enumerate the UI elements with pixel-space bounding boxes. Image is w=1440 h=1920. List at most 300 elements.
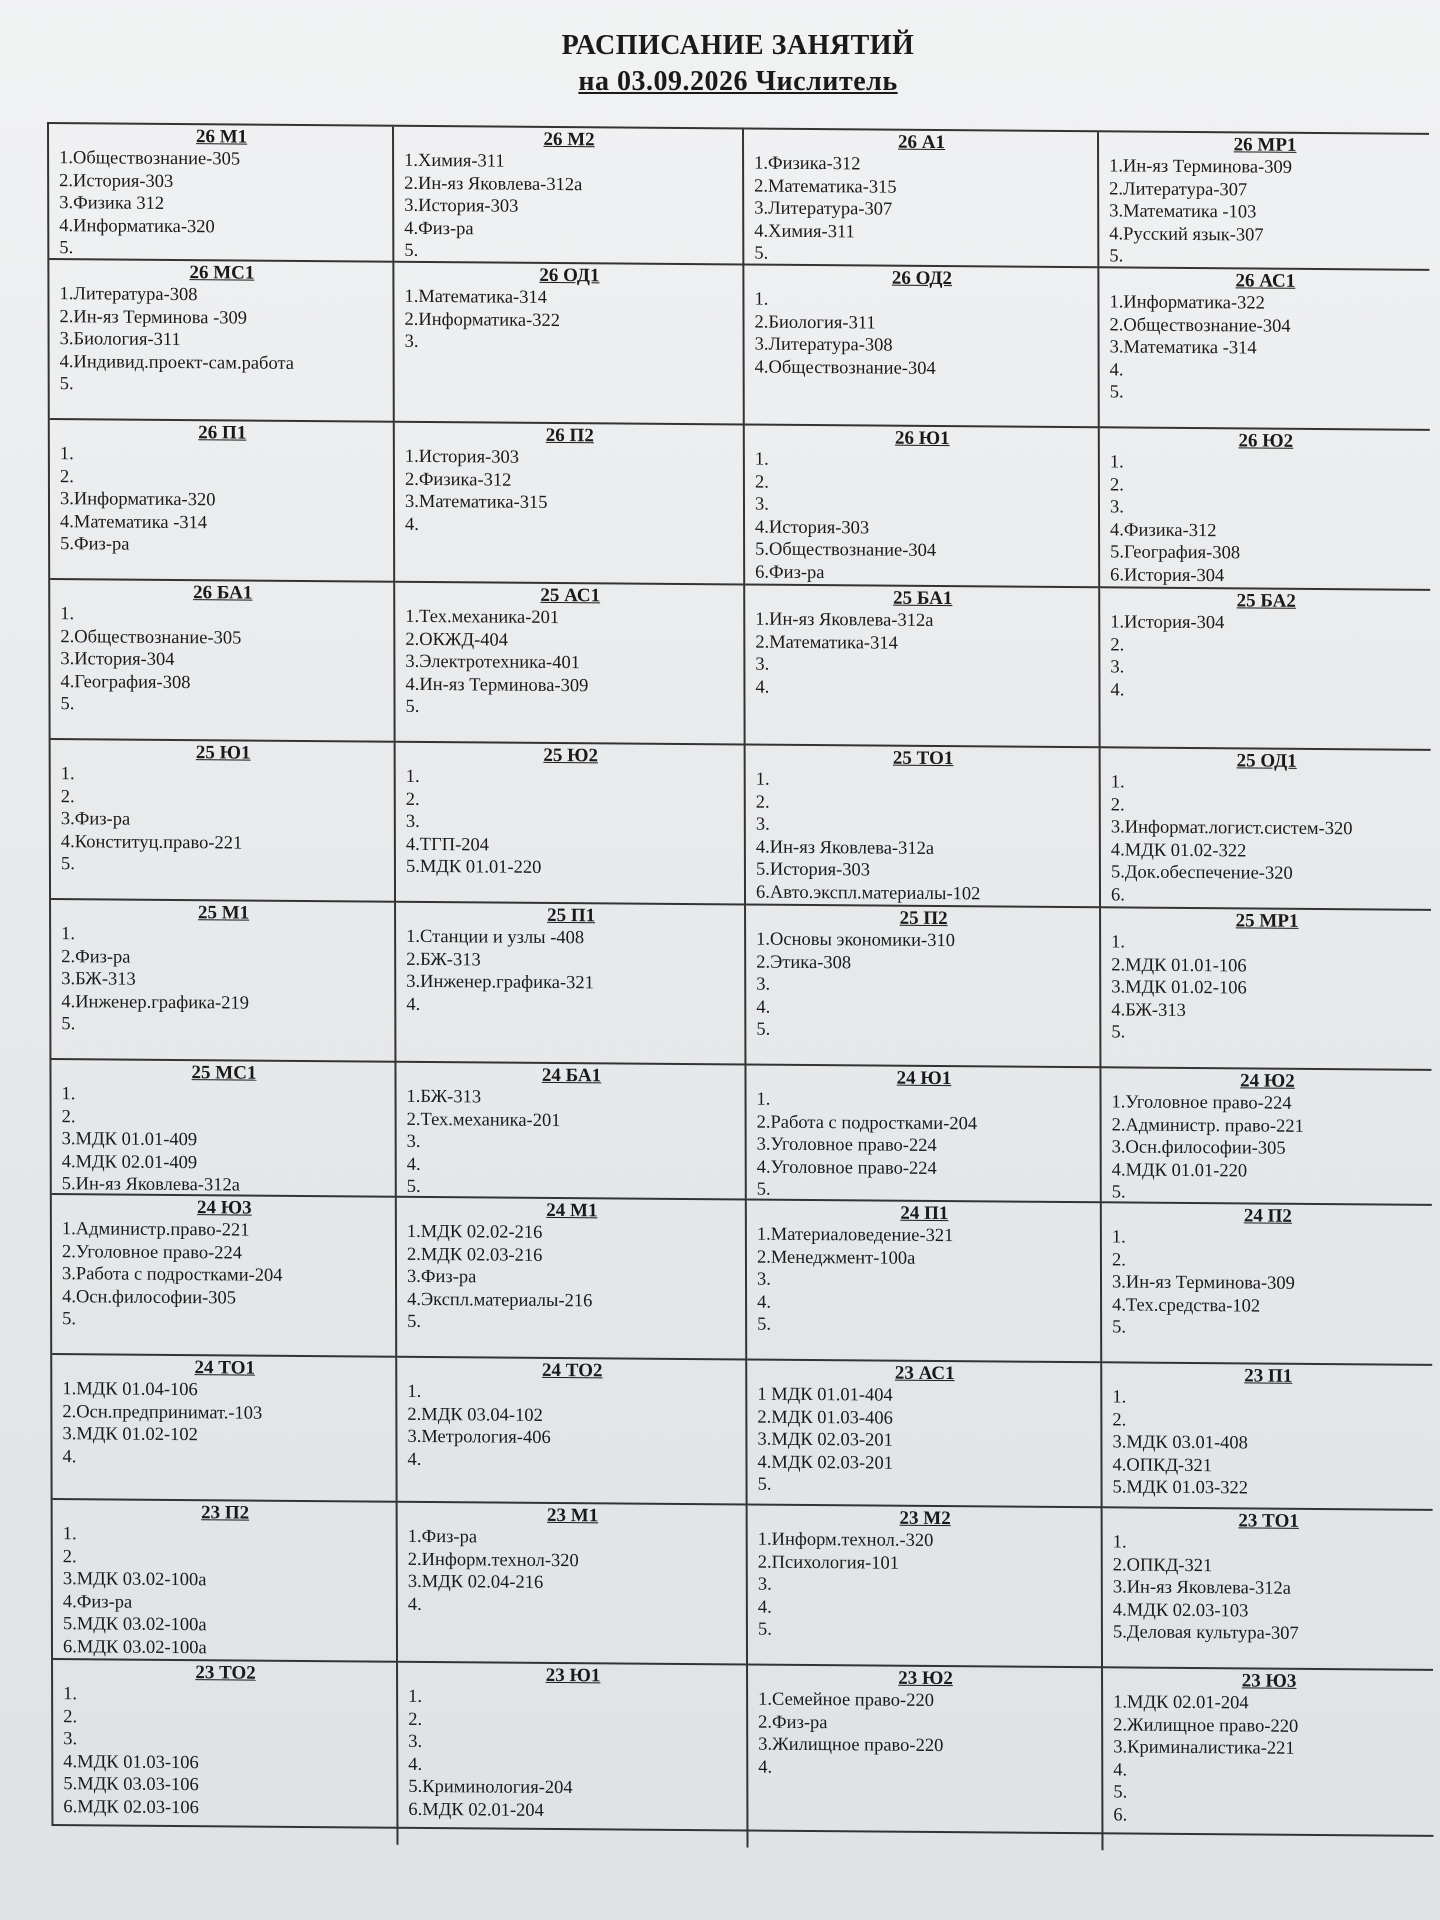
lesson-item: 4.Ин-яз Яковлева-312а [755, 837, 935, 859]
lesson-item: 5.МДК 03.02-100а [62, 1614, 207, 1636]
lesson-item: 3.Уголовное право-224 [756, 1134, 937, 1156]
lesson-item: 2. [754, 472, 769, 493]
lesson-item: 6.Физ-ра [755, 562, 825, 583]
lesson-item: 2.Математика-314 [755, 632, 898, 654]
lesson-item: 2.Осн.предпринимат.-103 [62, 1401, 263, 1424]
lesson-item: 1.История-303 [404, 446, 520, 468]
lesson-item: 1. [408, 1686, 423, 1707]
lesson-item: 1. [756, 1089, 771, 1110]
group-name: 25 П1 [547, 904, 596, 927]
lesson-item: 2.МДК 02.03-216 [406, 1244, 543, 1266]
lesson-item: 3.МДК 01.02-106 [1111, 977, 1247, 999]
lesson-item: 4.Осн.философии-305 [62, 1286, 237, 1308]
lesson-item: 5. [60, 854, 75, 875]
group-name: 24 ТО2 [541, 1359, 603, 1382]
lesson-item: 5.МДК 03.03-106 [63, 1774, 199, 1796]
lesson-item: 4. [406, 994, 421, 1015]
lesson-item: 3.Физ-ра [406, 1266, 477, 1288]
group-cell [748, 1666, 1103, 1851]
lesson-item: 3.Физика 312 [59, 193, 165, 214]
lesson-item: 3.История-303 [404, 195, 519, 217]
lesson-item: 2. [62, 1546, 77, 1567]
group-cell [747, 1201, 1102, 1364]
lesson-item: 4.БЖ-313 [1111, 999, 1186, 1021]
lesson-item: 3.Математика -103 [1109, 201, 1257, 223]
lesson-item: 4. [1109, 359, 1124, 380]
lesson-item: 5. [1113, 1782, 1128, 1803]
lesson-item: 2. [61, 1106, 76, 1127]
group-name: 23 М2 [899, 1507, 951, 1530]
lesson-item: 3.МДК 02.03-201 [757, 1429, 893, 1451]
lesson-item: 3. [755, 654, 770, 675]
lesson-item: 1.МДК 02.01-204 [1113, 1692, 1249, 1714]
lesson-item: 2. [1109, 474, 1124, 495]
lesson-item: 2.Этика-308 [756, 952, 852, 973]
lesson-item: 2. [405, 789, 420, 810]
lesson-item: 3. [1110, 657, 1125, 678]
group-name: 23 П1 [1244, 1365, 1293, 1387]
group-cell [396, 1063, 746, 1201]
lesson-item: 4.ТГП-204 [405, 834, 490, 855]
group-name: 24 Ю3 [196, 1197, 252, 1219]
lesson-item: 4. [1113, 1759, 1128, 1780]
lesson-item: 3. [757, 1574, 772, 1595]
group-name: 25 БА2 [1236, 590, 1296, 612]
lesson-item: 2.Работа с подростками-204 [756, 1112, 978, 1134]
group-cell [50, 420, 395, 583]
lesson-item: 1.Ин-яз Терминова-309 [1109, 156, 1293, 178]
lesson-item: 1. [405, 766, 420, 787]
group-name: 26 АС1 [1235, 270, 1296, 292]
group-cell [1101, 908, 1431, 1071]
lesson-item: 3.МДК 03.01-408 [1112, 1432, 1248, 1454]
group-cell [396, 743, 746, 906]
lesson-item: 2.Ин-яз Терминова -309 [59, 306, 248, 329]
group-name: 25 Ю2 [543, 744, 599, 767]
lesson-item: 2. [60, 786, 75, 807]
group-cell [1100, 588, 1430, 751]
lesson-item: 1. [754, 289, 769, 310]
lesson-item: 2.МДК 01.03-406 [757, 1407, 893, 1429]
lesson-item: 6.История-304 [1110, 564, 1225, 586]
lesson-item: 4. [406, 1154, 421, 1175]
lesson-item: 3.МДК 01.01-409 [61, 1129, 198, 1151]
group-cell [394, 263, 744, 426]
lesson-item: 1.МДК 01.04-106 [62, 1379, 198, 1401]
group-cell [52, 1195, 397, 1358]
group-name: 26 П2 [545, 424, 594, 447]
group-name: 23 Ю2 [898, 1667, 953, 1690]
lesson-item: 3. [755, 814, 770, 835]
group-name: 26 ОД2 [891, 267, 952, 290]
lesson-item: 2.История-303 [59, 170, 174, 192]
lesson-item: 4.Информатика-320 [59, 215, 215, 237]
lesson-item: 2.Жилищное право-220 [1113, 1714, 1299, 1737]
group-cell [744, 265, 1099, 428]
group-name: 26 ОД1 [539, 264, 600, 287]
lesson-item: 1. [1111, 932, 1126, 953]
lesson-item: 1. [61, 924, 76, 945]
group-name: 24 ТО1 [194, 1357, 256, 1379]
group-name: 24 БА1 [541, 1064, 602, 1087]
lesson-item: 4.История-303 [755, 517, 870, 538]
group-name: 26 М1 [195, 126, 248, 148]
lesson-item: 1.Математика-314 [404, 286, 547, 308]
group-cell [397, 1198, 747, 1361]
lesson-item: 1.Семейное право-220 [758, 1689, 934, 1711]
lesson-item: 4. [62, 1446, 77, 1467]
lesson-item: 5.Док.обеспечение-320 [1110, 862, 1293, 884]
lesson-item: 3. [406, 1131, 421, 1152]
group-cell [50, 580, 395, 743]
lesson-item: 1. [60, 604, 75, 625]
lesson-item: 6. [1113, 1804, 1128, 1825]
lesson-item: 5.МДК 01.03-322 [1112, 1477, 1249, 1499]
group-cell [394, 127, 744, 266]
lesson-item: 2.Психология-101 [757, 1552, 900, 1574]
lesson-item: 4.ОПКД-321 [1112, 1454, 1212, 1476]
lesson-item: 4.Конституц.право-221 [60, 831, 243, 854]
lesson-item: 3. [754, 494, 769, 515]
lesson-item: 5. [59, 238, 74, 259]
lesson-item: 5. [757, 1314, 772, 1335]
group-cell [51, 900, 396, 1063]
group-cell [745, 585, 1100, 748]
lesson-item: 2. [1111, 1249, 1126, 1270]
lesson-item: 3. [756, 974, 771, 995]
group-cell [746, 1065, 1101, 1203]
lesson-item: 4.География-308 [60, 671, 191, 693]
lesson-item: 2.Биология-311 [754, 312, 876, 334]
group-name: 26 Ю2 [1238, 430, 1294, 452]
lesson-item: 4.Инженер.графика-219 [61, 991, 249, 1014]
lesson-item: 1 МДК 01.01-404 [757, 1384, 893, 1406]
lesson-item: 5. [61, 1014, 76, 1035]
lesson-item: 1.БЖ-313 [406, 1086, 482, 1108]
group-cell [398, 1663, 748, 1848]
group-cell [51, 1060, 396, 1198]
lesson-item: 5. [60, 694, 75, 715]
lesson-item: 3.Осн.философии-305 [1111, 1137, 1286, 1159]
lesson-item: 1. [1109, 452, 1124, 473]
lesson-item: 3.Ин-яз Яковлева-312а [1112, 1577, 1291, 1599]
lesson-item: 1.Ин-яз Яковлева-312а [755, 609, 934, 631]
group-cell [1102, 1363, 1432, 1511]
lesson-item: 4.Математика -314 [60, 511, 208, 533]
group-cell [52, 1355, 397, 1503]
group-cell [397, 1358, 747, 1506]
group-name: 25 АС1 [540, 584, 601, 607]
lesson-item: 4.Физика-312 [1110, 519, 1217, 541]
group-name: 26 МР1 [1233, 134, 1297, 156]
lesson-item: 5. [1111, 1182, 1126, 1203]
lesson-item: 2. [63, 1706, 78, 1727]
lesson-item: 4. [405, 514, 419, 535]
group-cell [49, 260, 394, 423]
group-name: 25 ТО1 [892, 747, 954, 770]
group-name: 24 Ю2 [1240, 1070, 1295, 1092]
lesson-item: 1.Уголовное право-224 [1111, 1092, 1292, 1114]
group-name: 23 Ю3 [1241, 1670, 1297, 1692]
lesson-item: 1. [63, 1684, 78, 1705]
group-name: 23 П2 [201, 1502, 250, 1524]
lesson-item: 3.Ин-яз Терминова-309 [1111, 1272, 1295, 1294]
lesson-item: 4. [757, 1292, 771, 1313]
lesson-item: 2. [1110, 794, 1125, 815]
lesson-item: 3.Математика -314 [1109, 337, 1257, 359]
lesson-item: 2. [755, 792, 770, 813]
schedule-title: РАСПИСАНИЕ ЗАНЯТИЙ [561, 30, 915, 61]
lesson-item: 1.История-304 [1110, 612, 1225, 634]
lesson-item: 3.Метрология-406 [407, 1426, 551, 1448]
lesson-item: 6.МДК 03.02-100а [62, 1636, 207, 1658]
group-name: 26 БА1 [193, 582, 253, 604]
lesson-item: 5. [757, 1474, 772, 1495]
lesson-item: 1.Физ-ра [407, 1526, 478, 1548]
lesson-item: 2.Физ-ра [61, 946, 131, 968]
lesson-item: 2.МДК 03.04-102 [407, 1404, 543, 1426]
lesson-item: 2.ОПКД-321 [1112, 1554, 1213, 1576]
lesson-item: 5. [404, 240, 419, 261]
group-cell [1102, 1203, 1432, 1366]
group-cell [1103, 1508, 1433, 1671]
lesson-item: 5. [1109, 246, 1124, 267]
lesson-item: 2.Обществознание-305 [60, 626, 242, 649]
lesson-item: 3. [405, 811, 420, 832]
lesson-item: 1. [1112, 1387, 1127, 1408]
lesson-item: 5.География-308 [1110, 542, 1241, 564]
lesson-item: 5.МДК 01.01-220 [405, 856, 542, 878]
lesson-item: 1. [407, 1381, 422, 1402]
lesson-item: 2.Уголовное право-224 [61, 1241, 243, 1264]
lesson-item: 1.Химия-311 [404, 150, 505, 172]
lesson-item: 5. [756, 1179, 771, 1200]
lesson-item: 1. [1111, 1227, 1126, 1248]
lesson-item: 5. [406, 1176, 421, 1197]
lesson-item: 5. [59, 374, 74, 395]
lesson-item: 4.МДК 02.01-409 [61, 1151, 198, 1173]
lesson-item: 1.Основы экономики-310 [756, 929, 955, 952]
lesson-item: 5.Обществознание-304 [755, 539, 937, 561]
group-name: 25 П2 [899, 907, 948, 930]
group-name: 24 П2 [1243, 1205, 1292, 1227]
lesson-item: 3.Литература-308 [754, 334, 893, 356]
lesson-item: 1.Литература-308 [59, 284, 198, 306]
lesson-item: 4. [756, 997, 771, 1018]
group-name: 25 М1 [197, 902, 250, 924]
lesson-item: 3.МДК 02.04-216 [407, 1571, 544, 1593]
lesson-item: 3. [1109, 497, 1124, 518]
lesson-item: 1. [62, 1524, 77, 1545]
lesson-item: 4. [407, 1594, 422, 1615]
lesson-item: 1.Материаловедение-321 [756, 1224, 954, 1247]
lesson-item: 2.Ин-яз Яковлева-312а [404, 173, 583, 195]
lesson-item: 3.Физ-ра [60, 809, 131, 830]
group-cell [746, 745, 1101, 908]
lesson-item: 3. [408, 1731, 423, 1752]
group-cell [1100, 428, 1430, 591]
lesson-item: 6.Авто.экспл.материалы-102 [755, 882, 981, 904]
lesson-item: 1.Обществознание-305 [59, 148, 241, 170]
group-cell [1099, 268, 1429, 431]
group-name: 25 МС1 [191, 1062, 257, 1084]
lesson-item: 3. [404, 331, 419, 352]
lesson-item: 4. [755, 677, 770, 698]
group-cell [1101, 1068, 1431, 1206]
group-name: 23 Ю1 [545, 1664, 601, 1687]
lesson-item: 5.История-303 [755, 859, 871, 881]
lesson-item: 4.МДК 02.03-201 [757, 1452, 893, 1474]
group-name: 25 БА1 [893, 587, 953, 610]
lesson-item: 4.МДК 01.02-322 [1110, 839, 1247, 861]
lesson-item: 6. [1110, 884, 1125, 905]
lesson-item: 4.Химия-311 [754, 221, 855, 242]
group-cell [1103, 1668, 1433, 1853]
lesson-item: 5. [757, 1619, 772, 1640]
group-cell [748, 1506, 1103, 1669]
lesson-item: 1. [59, 444, 74, 465]
lesson-item: 1. [60, 764, 75, 785]
group-cell [745, 425, 1100, 588]
lesson-item: 3.Инженер.графика-321 [406, 971, 594, 994]
lesson-item: 4. [408, 1754, 423, 1775]
lesson-item: 3.История-304 [60, 649, 175, 671]
group-cell [395, 423, 745, 586]
schedule-table [47, 122, 1433, 1837]
group-name: 23 ТО1 [1238, 1510, 1299, 1532]
lesson-item: 2.Информ.технол-320 [407, 1549, 579, 1571]
lesson-item: 4. [757, 1597, 772, 1618]
lesson-item: 5. [1112, 1317, 1127, 1338]
lesson-item: 3.Электротехника-401 [405, 651, 580, 674]
lesson-item: 4.Обществознание-304 [754, 357, 936, 379]
group-name: 24 Ю1 [896, 1067, 952, 1090]
lesson-item: 1. [61, 1084, 76, 1105]
group-cell [398, 1503, 748, 1666]
lesson-item: 1. [755, 769, 770, 790]
group-name: 23 М1 [547, 1504, 599, 1527]
group-cell [1099, 132, 1429, 271]
lesson-item: 5.Криминология-204 [408, 1776, 573, 1799]
lesson-item: 2.Физ-ра [758, 1712, 828, 1733]
lesson-item: 3.БЖ-313 [61, 969, 136, 990]
lesson-item: 5. [1111, 1022, 1126, 1043]
lesson-item: 3.Биология-311 [59, 329, 181, 351]
lesson-item: 2.Обществознание-304 [1109, 314, 1291, 337]
group-cell [395, 583, 745, 746]
lesson-item: 1.Информ.технол.-320 [757, 1529, 934, 1551]
lesson-item: 4.Физ-ра [62, 1591, 133, 1613]
group-cell [53, 1660, 398, 1845]
group-name: 25 Ю1 [195, 742, 251, 764]
lesson-item: 2. [1110, 634, 1125, 655]
lesson-item: 4.Индивид.проект-сам.работа [59, 351, 294, 374]
group-name: 25 ОД1 [1236, 750, 1297, 772]
lesson-item: 4. [1110, 679, 1125, 700]
lesson-item: 1.Физика-312 [754, 153, 861, 175]
lesson-item: 3.Криминалистика-221 [1113, 1737, 1295, 1759]
lesson-item: 2.Литература-307 [1109, 178, 1248, 200]
group-cell [746, 905, 1101, 1068]
lesson-item: 1.Тех.механика-201 [405, 606, 560, 629]
lesson-item: 2.Тех.механика-201 [406, 1109, 561, 1131]
lesson-item: 3.МДК 03.02-100а [62, 1569, 207, 1591]
lesson-item: 3. [63, 1729, 78, 1750]
lesson-item: 2.Математика-315 [754, 176, 897, 198]
lesson-item: 2.БЖ-313 [406, 949, 481, 970]
group-name: 24 М1 [546, 1199, 598, 1222]
lesson-item: 2. [59, 466, 74, 487]
group-cell [53, 1500, 398, 1663]
lesson-item: 5. [405, 696, 420, 717]
lesson-item: 4. [407, 1449, 422, 1470]
lesson-item: 3.Жилищное право-220 [758, 1734, 944, 1757]
lesson-item: 2.Менеджмент-100а [756, 1247, 916, 1269]
lesson-item: 1.МДК 02.02-216 [406, 1221, 543, 1243]
lesson-item: 3. [756, 1269, 771, 1290]
group-name: 26 А1 [898, 131, 946, 154]
lesson-item: 1. [1112, 1532, 1127, 1553]
lesson-item: 4.Уголовное право-224 [756, 1157, 937, 1179]
lesson-item: 2.Информатика-322 [404, 309, 561, 331]
lesson-item: 6.МДК 02.01-204 [408, 1799, 544, 1821]
group-cell [396, 903, 746, 1066]
group-cell [1101, 748, 1431, 911]
lesson-item: 2.Администр. право-221 [1111, 1114, 1304, 1137]
lesson-item: 3.МДК 01.02-102 [62, 1424, 198, 1446]
lesson-item: 2. [1112, 1409, 1127, 1430]
lesson-item: 4.Экспл.материалы-216 [407, 1289, 593, 1311]
lesson-item: 4. [758, 1757, 773, 1778]
lesson-item: 1.Станции и узлы -408 [406, 926, 585, 949]
lesson-item: 5. [756, 1019, 771, 1040]
lesson-item: 3.Информат.логист.систем-320 [1110, 817, 1353, 840]
lesson-item: 1.Информатика-322 [1109, 292, 1265, 314]
lesson-item: 5. [407, 1311, 422, 1332]
lesson-item: 4.Тех.средства-102 [1112, 1294, 1261, 1317]
lesson-item: 5. [754, 243, 769, 264]
group-name: 26 П1 [198, 422, 247, 444]
group-name: 26 М2 [543, 128, 595, 151]
group-name: 25 МР1 [1235, 910, 1299, 932]
lesson-item: 5.Деловая культура-307 [1112, 1622, 1299, 1644]
lesson-item: 2.ОКЖД-404 [405, 629, 509, 651]
lesson-item: 4.Физ-ра [404, 218, 474, 239]
lesson-item: 4.МДК 01.03-106 [63, 1751, 199, 1773]
schedule-subtitle: на 03.09.2026 Числитель [578, 66, 898, 97]
group-cell [49, 124, 394, 263]
lesson-item: 1. [1110, 772, 1125, 793]
group-name: 23 ТО2 [195, 1662, 256, 1684]
lesson-item: 5.Физ-ра [60, 534, 130, 555]
lesson-item: 1.Администр.право-221 [61, 1219, 250, 1241]
lesson-item: 5. [62, 1309, 77, 1330]
lesson-item: 4.МДК 02.03-103 [1112, 1599, 1249, 1621]
lesson-item: 2.Физика-312 [404, 469, 512, 491]
group-name: 24 П1 [900, 1202, 949, 1225]
lesson-item: 3.Работа с подростками-204 [61, 1264, 283, 1286]
group-name: 26 Ю1 [894, 427, 950, 450]
lesson-item: 5. [1109, 382, 1124, 403]
lesson-item: 3.Информатика-320 [59, 489, 216, 511]
lesson-item: 4.МДК 01.01-220 [1111, 1159, 1248, 1181]
lesson-item: 4.Русский язык-307 [1109, 223, 1264, 246]
lesson-item: 6.МДК 02.03-106 [63, 1796, 199, 1818]
group-cell [747, 1361, 1102, 1509]
lesson-item: 5.Ин-яз Яковлева-312а [61, 1174, 240, 1196]
lesson-item: 3.Математика-315 [404, 491, 548, 513]
lesson-item: 4.Ин-яз Терминова-309 [405, 674, 589, 696]
